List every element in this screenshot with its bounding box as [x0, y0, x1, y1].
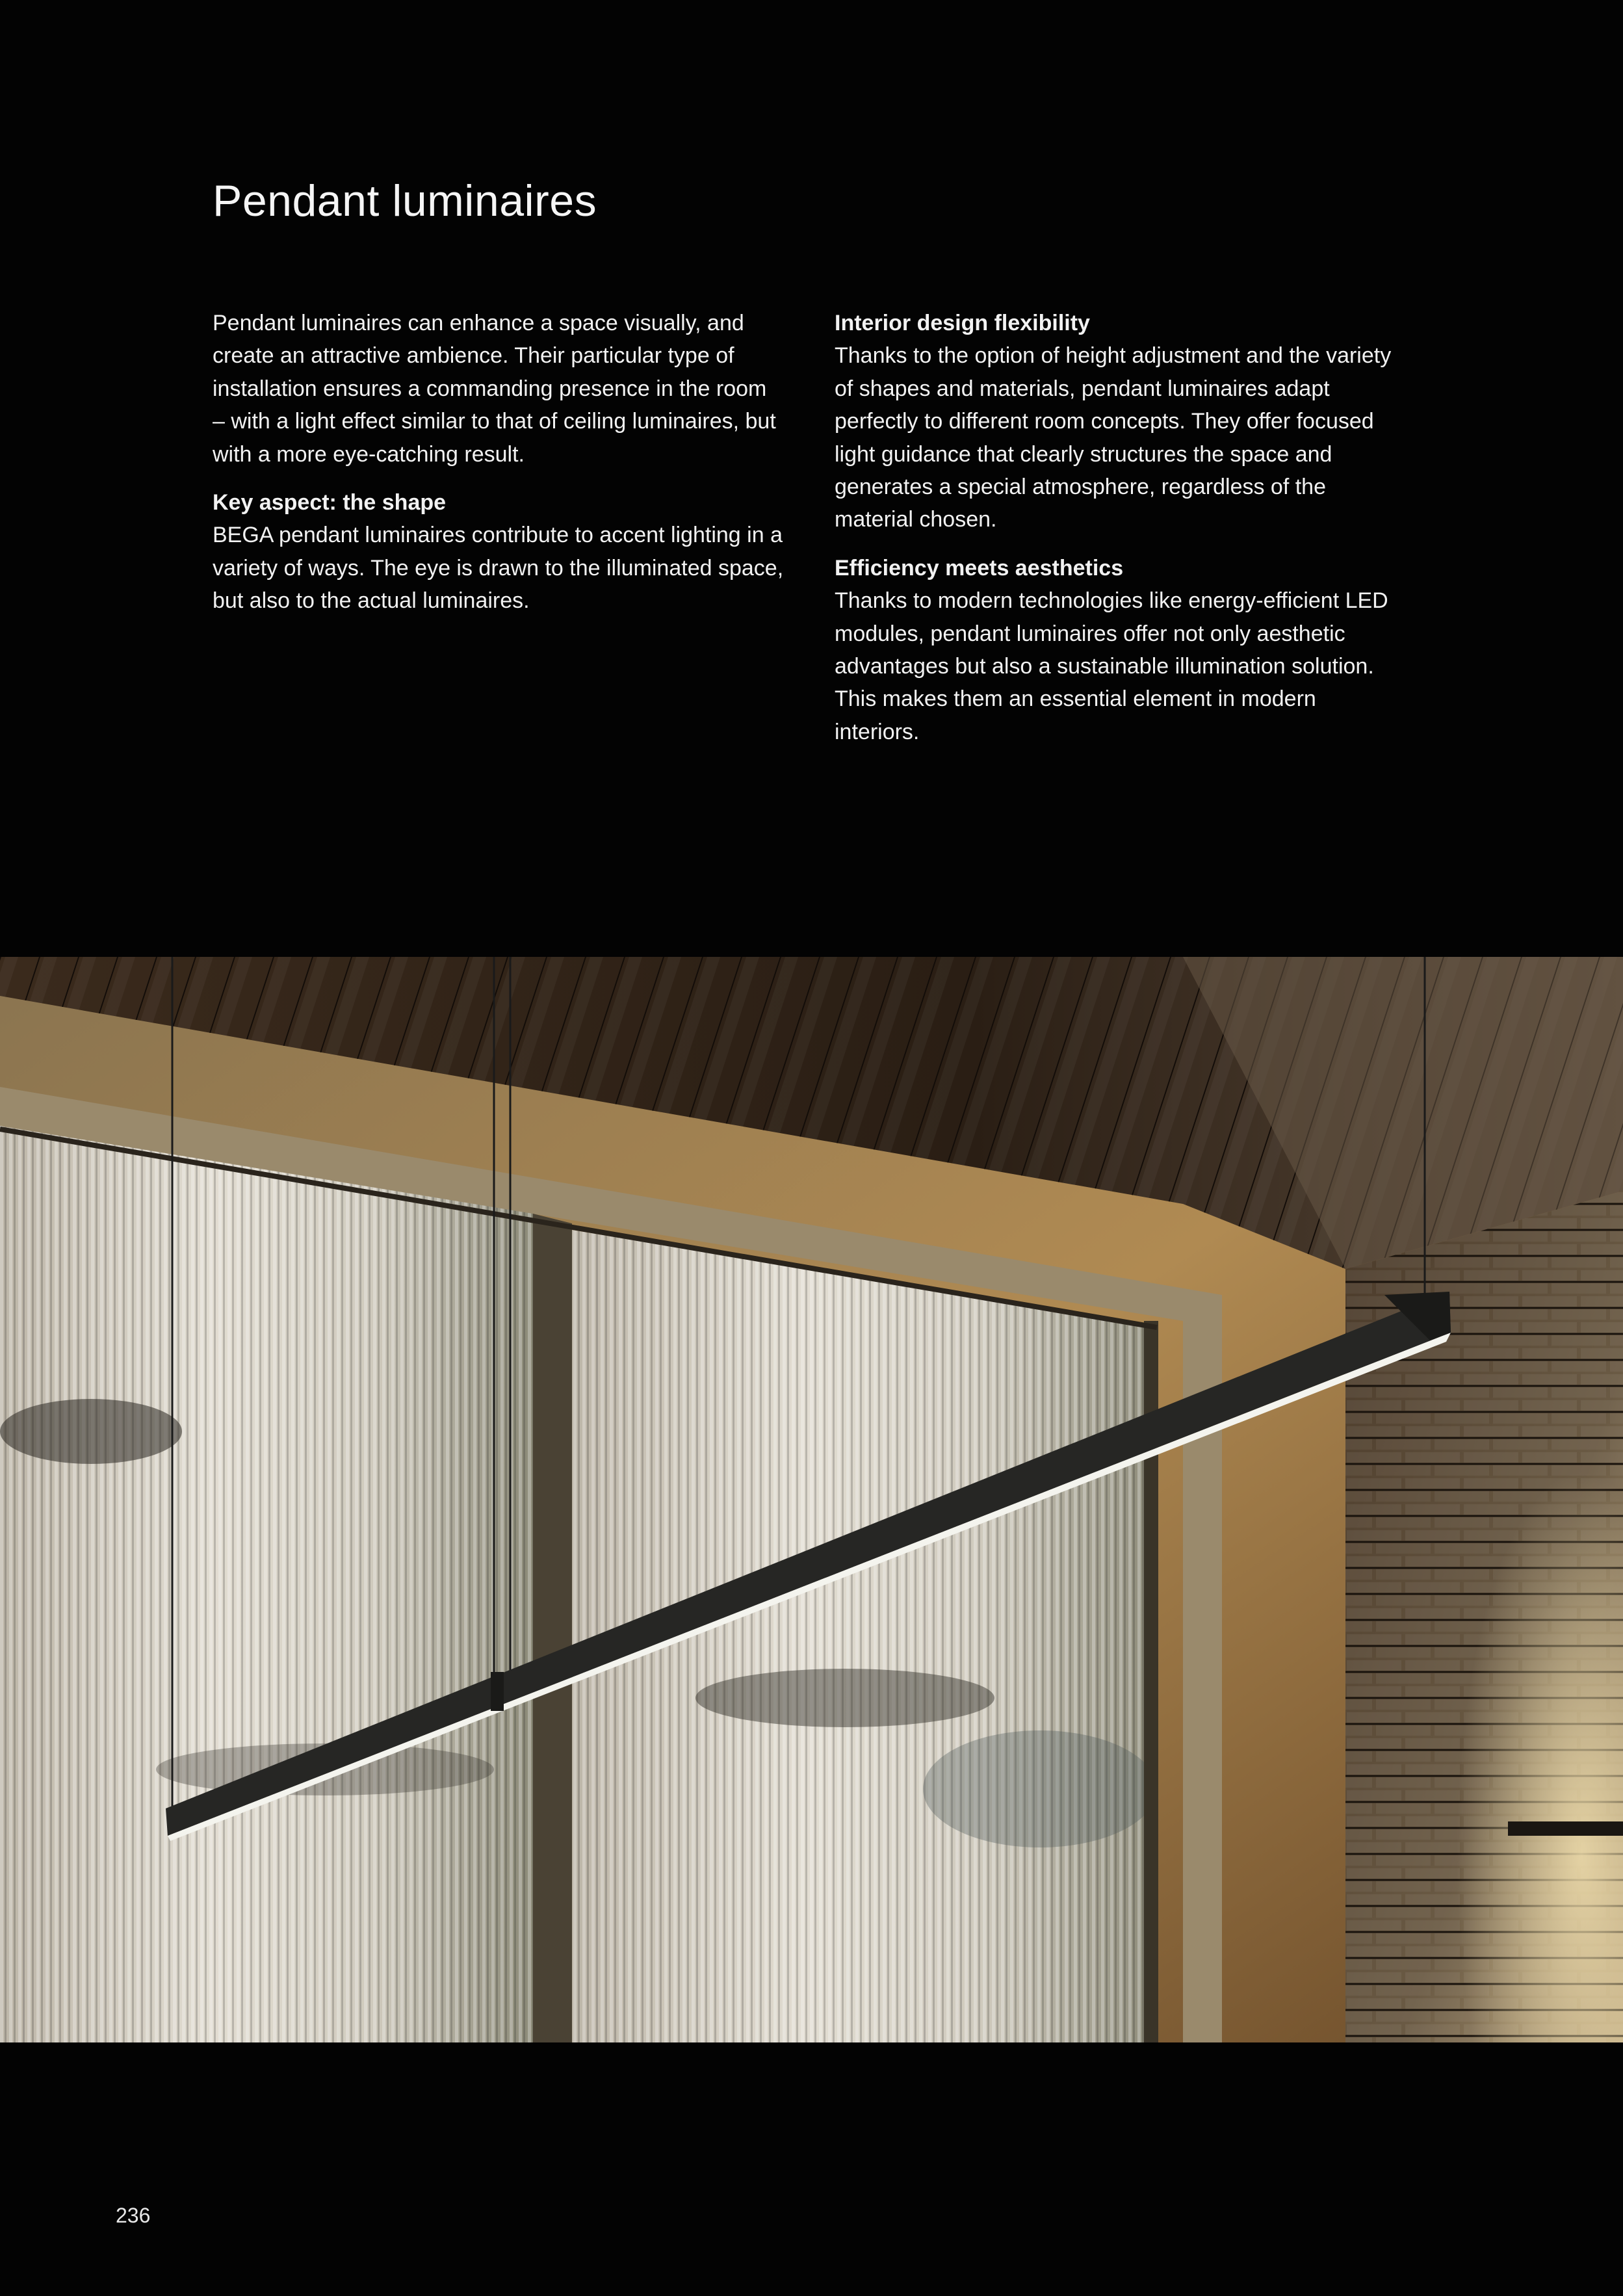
interior-photo [0, 957, 1623, 2042]
right-text-column [835, 307, 1407, 748]
section-heading-efficiency: Efficiency meets aesthetics [835, 555, 1124, 581]
page-number: 236 [116, 2204, 151, 2227]
section-body-flexibility: Thanks to the option of height adjustment and the variety of shapes and materials, pendant luminaires adapt perfectly to different room concepts. They offer focused light guidance that clearly structures the space and generates a special atmosphere, regardless of the material chosen. [835, 343, 1392, 532]
pendant-luminaire-illustration [0, 957, 1623, 2042]
page-title: Pendant luminaires [213, 176, 597, 226]
intro-paragraph: Pendant luminaires can enhance a space visually, and create an attractive ambience. Their particular type of installation ensures a commanding presence in the room – with a light effect similar to that of ceiling luminaires, but with a more eye-catching result. [213, 311, 776, 467]
left-text-column [213, 307, 785, 618]
section-body-efficiency: Thanks to modern technologies like energy-efficient LED modules, pendant luminaires offer not only aesthetic advantages but also a sustainable illumination solution. This makes them an essential element in modern interiors. [835, 588, 1388, 744]
section-body-shape: BEGA pendant luminaires contribute to accent lighting in a variety of ways. The eye is drawn to the illuminated space, but also to the actual luminaires. [213, 523, 784, 614]
section-heading-flexibility: Interior design flexibility [835, 311, 1090, 335]
section-heading-shape: Key aspect: the shape [213, 490, 447, 515]
